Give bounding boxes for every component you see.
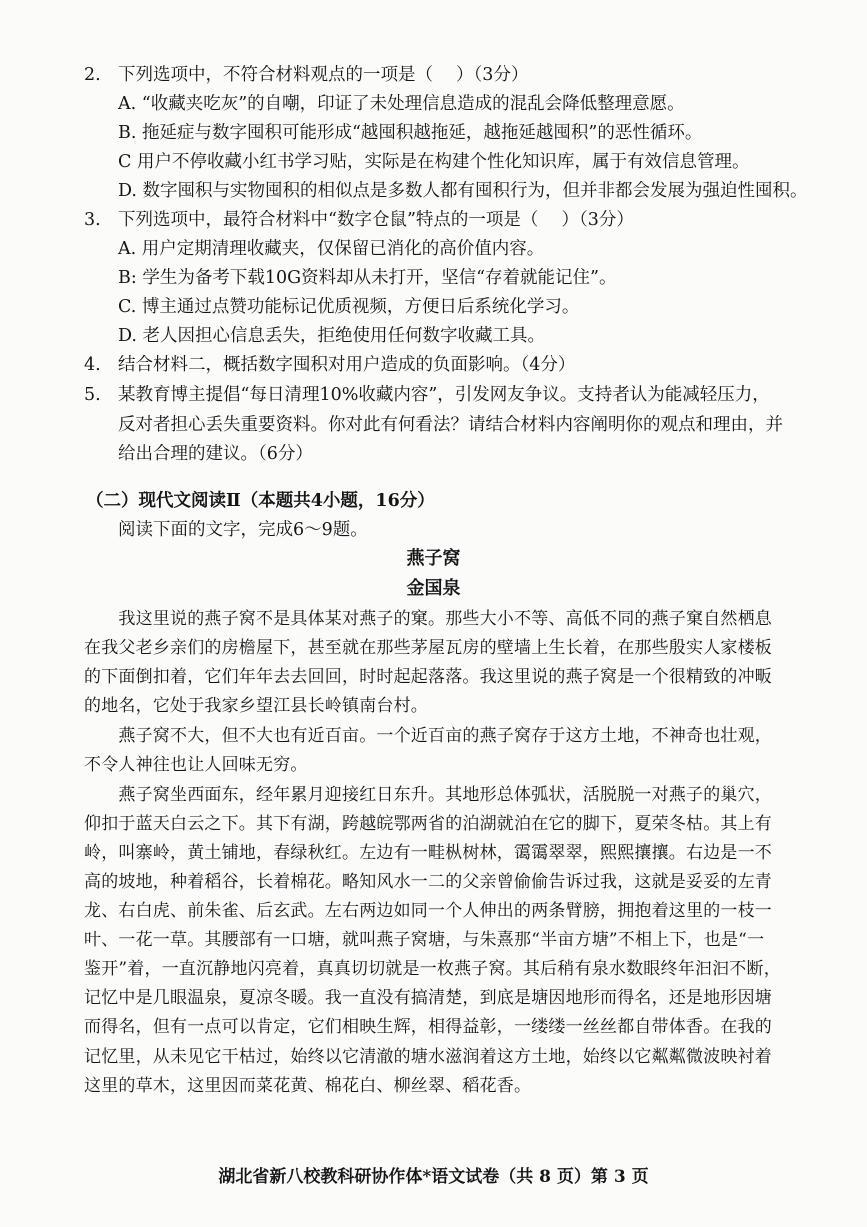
question-4-number: 4.	[84, 355, 101, 375]
question-5-stem: 某教育博主提倡“每日清理10%收藏内容”，引发网友争议。支持者认为能减轻压力，	[118, 385, 770, 405]
section-heading: （二）现代文阅读Ⅱ（本题共4小题，16分）	[86, 491, 435, 511]
article-line: 这里的草木，这里因而菜花黄、棉花白、柳丝翠、稻花香。	[84, 1076, 532, 1096]
question-2-stem: 下列选项中，不符合材料观点的一项是（ ）（3分）	[118, 65, 529, 85]
question-2-option-d: D. 数字囤积与实物囤积的相似点是多数人都有囤积行为，但并非都会发展为强迫性囤积。	[118, 181, 808, 201]
question-2-number: 2.	[84, 65, 101, 85]
article-line: 高的坡地，种着稻谷，长着棉花。略知风水一二的父亲曾偷偷告诉过我，这就是妥妥的左青	[84, 872, 772, 892]
article-line: 龙、右白虎、前朱雀、后玄武。左右两边如同一个人伸出的两条臂膀，拥抱着这里的一枝一	[84, 901, 772, 921]
article-title: 燕子窝	[406, 548, 461, 569]
page-footer: 湖北省新八校教科研协作体*语文试卷（共 8 页）第 3 页	[218, 1167, 649, 1187]
question-5-line-2: 反对者担心丢失重要资料。你对此有何看法？请结合材料内容阐明你的观点和理由，并	[118, 415, 783, 435]
article-line: 的地名，它处于我家乡望江县长岭镇南台村。	[84, 696, 428, 716]
question-3-option-b: B: 学生为备考下载10G资料却从未打开，坚信“存着就能记住”。	[118, 268, 617, 288]
article-line: 燕子窝坐西面东，经年累月迎接红日东升。其地形总体弧状，活脱脱一对燕子的巢穴，	[84, 785, 772, 805]
article-line: 鉴开”着，一直沉静地闪亮着，真真切切就是一枚燕子窝。其后稍有泉水数眼终年汩汩不断，	[84, 959, 781, 979]
article-line: 仰扣于蓝天白云之下。其下有湖，跨越皖鄂两省的泊湖就泊在它的脚下，夏荣冬枯。其上有	[84, 814, 772, 834]
question-3-stem: 下列选项中，最符合材料中“数字仓鼠”特点的一项是（ ）（3分）	[118, 210, 634, 230]
section-instruction: 阅读下面的文字，完成6～9题。	[118, 520, 368, 540]
question-4-stem: 结合材料二，概括数字囤积对用户造成的负面影响。（4分）	[118, 355, 576, 375]
question-3-option-c: C. 博主通过点赞功能标记优质视频，方便日后系统化学习。	[118, 297, 580, 317]
article-line: 叶、一花一草。其腰部有一口塘，就叫燕子窝塘，与朱熹那“半亩方塘”不相上下，也是“一	[84, 930, 765, 950]
article-line: 而得名，但有一点可以肯定，它们相映生辉，相得益彰，一缕缕一丝丝都自带体香。在我的	[84, 1017, 772, 1037]
article-author: 金国泉	[406, 578, 461, 599]
article-line: 的下面倒扣着，它们年年去去回回，时时起起落落。我这里说的燕子窝是一个很精致的冲畈	[84, 667, 772, 687]
article-line: 记忆里，从未见它干枯过，始终以它清澈的塘水滋润着这方土地，始终以它粼粼微波映衬着	[84, 1047, 772, 1067]
article-line: 岭，叫寨岭，黄土铺地，春绿秋红。左边有一畦枞树林，霭霭翠翠，熙熙攘攘。右边是一不	[84, 843, 772, 863]
article-line: 记忆中是几眼温泉，夏凉冬暖。我一直没有搞清楚，到底是塘因地形而得名，还是地形因塘	[84, 988, 772, 1008]
article-line: 燕子窝不大，但不大也有近百亩。一个近百亩的燕子窝存于这方土地，不神奇也壮观，	[84, 726, 772, 746]
article-line: 不令人神往也让人回味无穷。	[84, 755, 308, 775]
question-2-option-b: B. 拖延症与数字囤积可能形成“越囤积越拖延，越拖延越囤积”的恶性循环。	[118, 123, 703, 143]
question-3-option-a: A. 用户定期清理收藏夹，仅保留已消化的高价值内容。	[118, 239, 545, 259]
article-line: 在我父老乡亲们的房檐屋下，甚至就在那些茅屋瓦房的壁墙上生长着，在那些殷实人家楼板	[84, 638, 772, 658]
question-2-option-c: C 用户不停收藏小红书学习贴，实际是在构建个性化知识库，属于有效信息管理。	[118, 152, 750, 172]
question-5-number: 5.	[84, 385, 101, 405]
article-line: 我这里说的燕子窝不是具体某对燕子的窠。那些大小不等、高低不同的燕子窠自然栖息	[84, 609, 772, 629]
question-3-number: 3.	[84, 210, 101, 230]
question-3-option-d: D. 老人因担心信息丢失，拒绝使用任何数字收藏工具。	[118, 326, 546, 346]
question-5-line-3: 给出合理的建议。（6分）	[118, 444, 313, 464]
question-2-option-a: A. “收藏夹吃灰”的自嘲，印证了未处理信息造成的混乱会降低整理意愿。	[118, 94, 685, 114]
